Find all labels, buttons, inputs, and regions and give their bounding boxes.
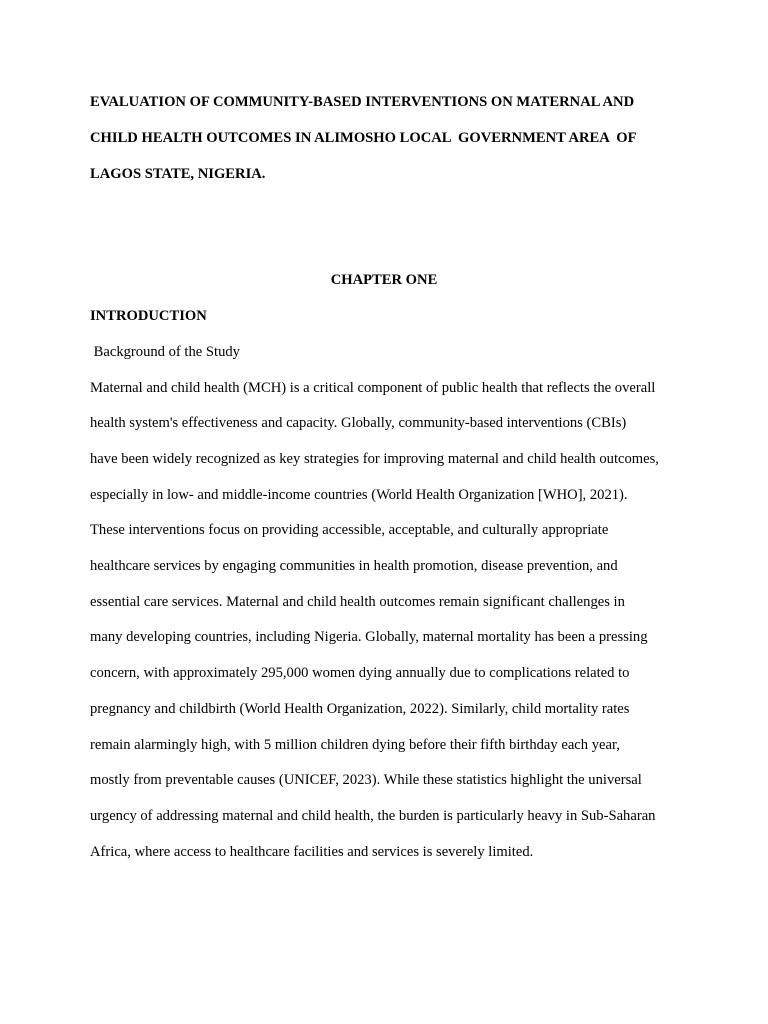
document-title-line-2: CHILD HEALTH OUTCOMES IN ALIMOSHO LOCAL GOVERNMENT AREA OF <box>90 130 637 146</box>
paragraph-line: concern, with approximately 295,000 women dying annually due to complications related to <box>90 665 630 681</box>
paragraph-line: mostly from preventable causes (UNICEF, 2023). While these statistics highlight the universal <box>90 772 642 788</box>
paragraph-line: remain alarmingly high, with 5 million children dying before their fifth birthday each year, <box>90 737 620 753</box>
paragraph-line: pregnancy and childbirth (World Health Organization, 2022). Similarly, child mortality rates <box>90 701 630 717</box>
paragraph-line: health system's effectiveness and capacity. Globally, community-based interventions (CBIs) <box>90 415 627 431</box>
paragraph-line: Africa, where access to healthcare facilities and services is severely limited. <box>90 844 534 860</box>
paragraph-line: These interventions focus on providing accessible, acceptable, and culturally appropriate <box>90 522 609 538</box>
chapter-heading: CHAPTER ONE <box>330 272 438 288</box>
section-heading: INTRODUCTION <box>90 308 207 324</box>
document-title-line-3: LAGOS STATE, NIGERIA. <box>90 166 266 182</box>
subsection-heading: Background of the Study <box>90 344 240 360</box>
paragraph-line: urgency of addressing maternal and child health, the burden is particularly heavy in Sub-Saharan <box>90 808 656 824</box>
paragraph-line: essential care services. Maternal and child health outcomes remain significant challenges in <box>90 594 625 610</box>
paragraph-line: healthcare services by engaging communities in health promotion, disease prevention, and <box>90 558 618 574</box>
paragraph-line: Maternal and child health (MCH) is a critical component of public health that reflects the overall <box>90 380 656 396</box>
document-title-line-1: EVALUATION OF COMMUNITY-BASED INTERVENTIONS ON MATERNAL AND <box>90 94 635 110</box>
paragraph-line: especially in low- and middle-income countries (World Health Organization [WHO], 2021). <box>90 487 628 503</box>
paragraph-line: many developing countries, including Nigeria. Globally, maternal mortality has been a pressing <box>90 629 648 645</box>
paragraph-line: have been widely recognized as key strategies for improving maternal and child health outcomes, <box>90 451 659 467</box>
